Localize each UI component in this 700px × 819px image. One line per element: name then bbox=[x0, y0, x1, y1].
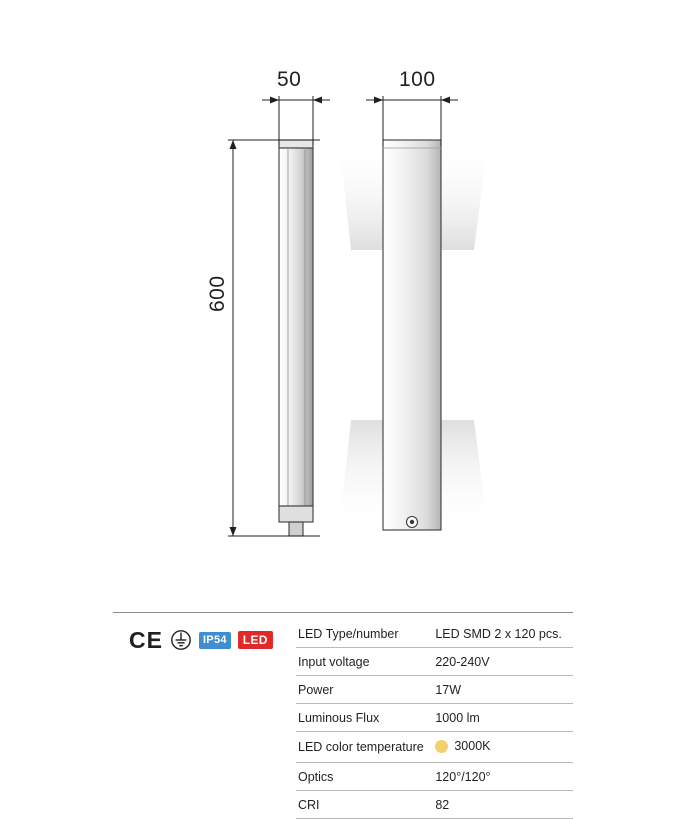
spec-value: 220-240V bbox=[433, 648, 573, 676]
spec-top-divider bbox=[113, 612, 573, 613]
color-temperature-swatch-icon bbox=[435, 740, 448, 753]
specifications-table bbox=[296, 620, 573, 819]
dimension-width-side: 50 bbox=[277, 68, 302, 91]
spec-value: 120°/120° bbox=[433, 762, 573, 790]
spec-value-color-temperature bbox=[433, 732, 573, 763]
ce-mark-icon: CE bbox=[129, 626, 163, 653]
table-row bbox=[296, 762, 573, 790]
dimension-height: 600 bbox=[206, 275, 229, 312]
spec-key: CRI bbox=[296, 790, 433, 818]
spec-key: Power bbox=[296, 676, 433, 704]
front-view bbox=[383, 140, 441, 530]
spec-key: Luminous Flux bbox=[296, 704, 433, 732]
table-row bbox=[296, 704, 573, 732]
certification-badges bbox=[129, 628, 273, 652]
spec-value: LED SMD 2 x 120 pcs. bbox=[433, 620, 573, 648]
spec-key: Optics bbox=[296, 762, 433, 790]
dimension-width-front: 100 bbox=[399, 68, 436, 91]
spec-value: 17W bbox=[433, 676, 573, 704]
class-i-earth-symbol-icon bbox=[170, 629, 192, 651]
spec-key: LED Type/number bbox=[296, 620, 433, 648]
spec-value: 3000K bbox=[454, 739, 491, 753]
side-view bbox=[279, 140, 313, 536]
led-badge: LED bbox=[238, 631, 273, 649]
spec-value: 1000 lm bbox=[433, 704, 573, 732]
ip-rating-badge: IP54 bbox=[199, 632, 231, 649]
table-row bbox=[296, 790, 573, 818]
table-row bbox=[296, 732, 573, 763]
table-row bbox=[296, 620, 573, 648]
table-row bbox=[296, 648, 573, 676]
table-row bbox=[296, 676, 573, 704]
spec-key: Input voltage bbox=[296, 648, 433, 676]
spec-value: 82 bbox=[433, 790, 573, 818]
spec-key: LED color temperature bbox=[296, 732, 433, 763]
